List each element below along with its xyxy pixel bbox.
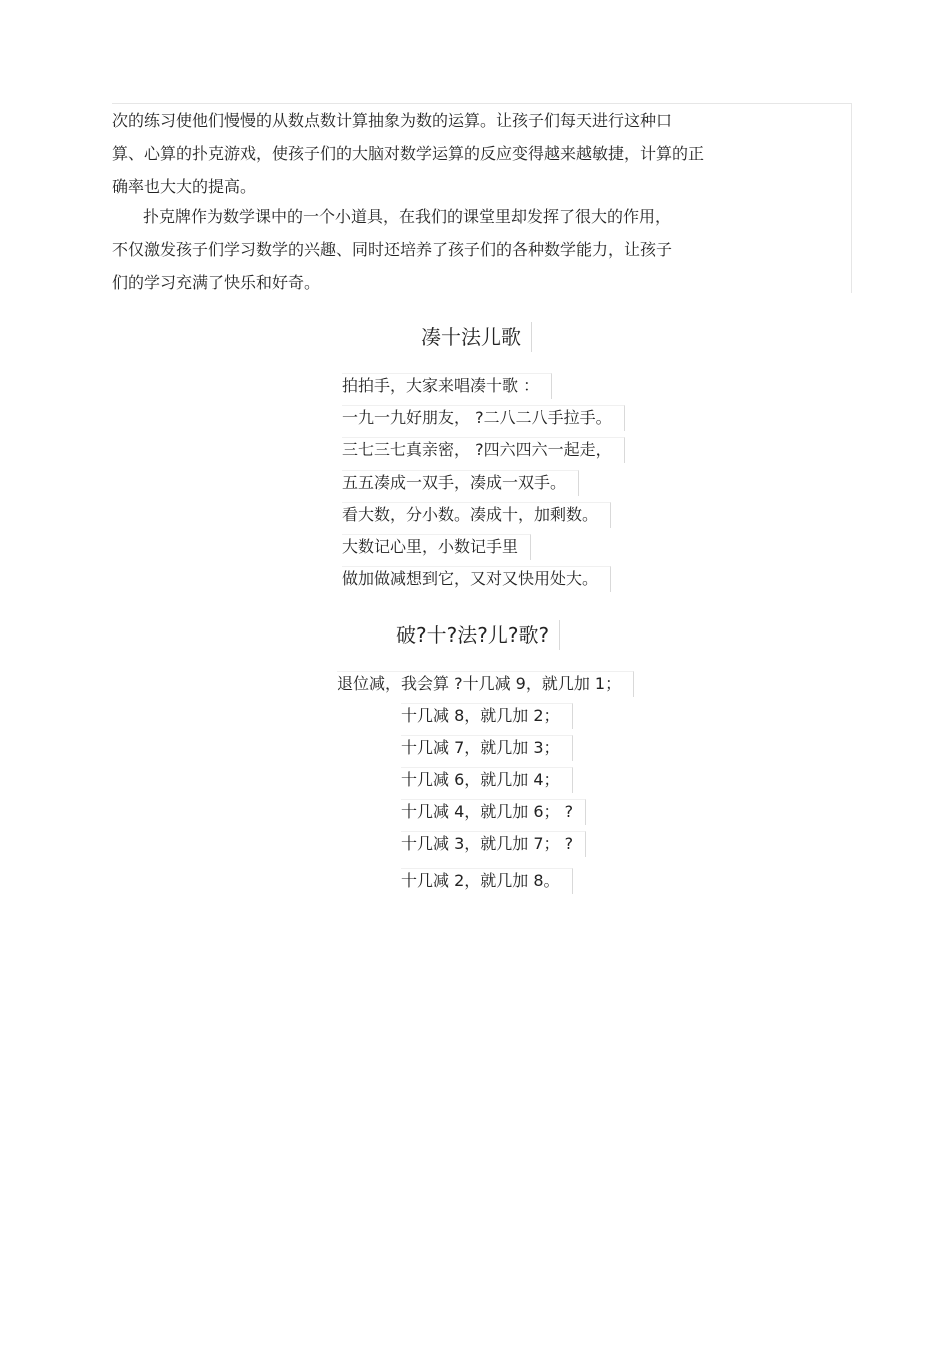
text-line: 次的练习使他们慢慢的从数点数计算抽象为数的运算。让孩子们每天进行这种口 xyxy=(112,111,673,130)
rhyme-line: 十几减 8，就几加 2； xyxy=(401,703,573,729)
text-line: 不仅激发孩子们学习数学的兴趣、同时还培养了孩子们的各种数学能力，让孩子 xyxy=(112,240,673,259)
rhyme-line: 十几减 2，就几加 8。 xyxy=(401,868,573,894)
rhyme-line: 三七三七真亲密， ?四六四六一起走， xyxy=(342,437,625,463)
rhyme-line: 十几减 7，就几加 3； xyxy=(401,735,573,761)
rhyme-line: 十几减 6，就几加 4； xyxy=(401,767,573,793)
rhyme1-title: 凑十法儿歌 xyxy=(421,322,532,352)
text-line: 扑克牌作为数学课中的一个小道具，在我们的课堂里却发挥了很大的作用， xyxy=(143,207,672,226)
rhyme-line: 大数记心里，小数记手里 xyxy=(342,534,531,560)
intro-paragraph-1 xyxy=(112,104,812,203)
rhyme-line: 十几减 4，就几加 6； ? xyxy=(401,799,586,825)
rhyme2-title: 破?十?法?儿?歌? xyxy=(396,620,560,650)
rhyme-line: 退位减，我会算 ?十几减 9，就几加 1； xyxy=(337,671,634,697)
rhyme-line: 一九一九好朋友， ?二八二八手拉手。 xyxy=(342,405,625,431)
text-line: 算、心算的扑克游戏，使孩子们的大脑对数学运算的反应变得越来越敏捷，计算的正 xyxy=(112,144,705,163)
text-line: 们的学习充满了快乐和好奇。 xyxy=(112,273,321,292)
rhyme-line: 五五凑成一双手，凑成一双手。 xyxy=(342,470,579,496)
text-line: 确率也大大的提高。 xyxy=(112,177,257,196)
rhyme-line: 做加做减想到它，又对又快用处大。 xyxy=(342,566,611,592)
rhyme-line: 十几减 3，就几加 7； ? xyxy=(401,831,586,857)
rhyme-line: 拍拍手，大家来唱凑十歌 ： xyxy=(342,373,552,399)
intro-paragraph-2 xyxy=(112,200,812,299)
rhyme-line: 看大数，分小数。凑成十，加剩数。 xyxy=(342,502,611,528)
